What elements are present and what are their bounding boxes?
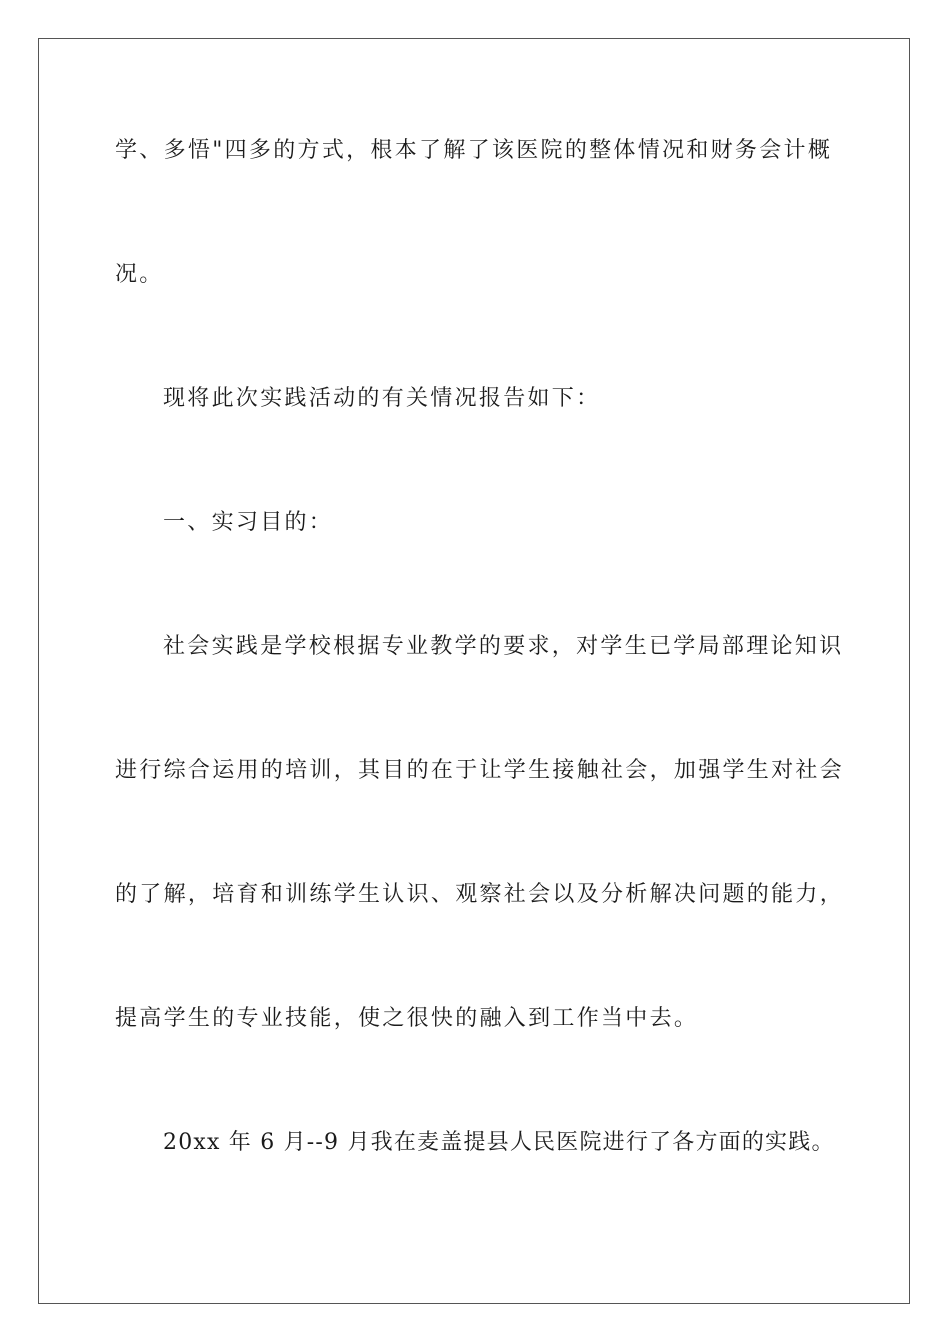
text-line-2: 况。 bbox=[115, 262, 164, 287]
text-line-1: 学、多悟"四多的方式，根本了解了该医院的整体情况和财务会计概 bbox=[115, 138, 833, 163]
text-line-3: 现将此次实践活动的有关情况报告如下： bbox=[163, 386, 601, 411]
page-border bbox=[38, 38, 910, 1304]
text-line-7: 的了解，培育和训练学生认识、观察社会以及分析解决问题的能力， bbox=[115, 882, 845, 907]
text-line-6: 进行综合运用的培训，其目的在于让学生接触社会，加强学生对社会 bbox=[115, 758, 845, 783]
section-heading: 一、实习目的： bbox=[163, 510, 334, 535]
text-line-9: 20xx 年 6 月--9 月我在麦盖提县人民医院进行了各方面的实践。 bbox=[163, 1130, 835, 1155]
text-line-5: 社会实践是学校根据专业教学的要求，对学生已学局部理论知识 bbox=[163, 634, 844, 659]
text-line-8: 提高学生的专业技能，使之很快的融入到工作当中去。 bbox=[115, 1006, 699, 1031]
